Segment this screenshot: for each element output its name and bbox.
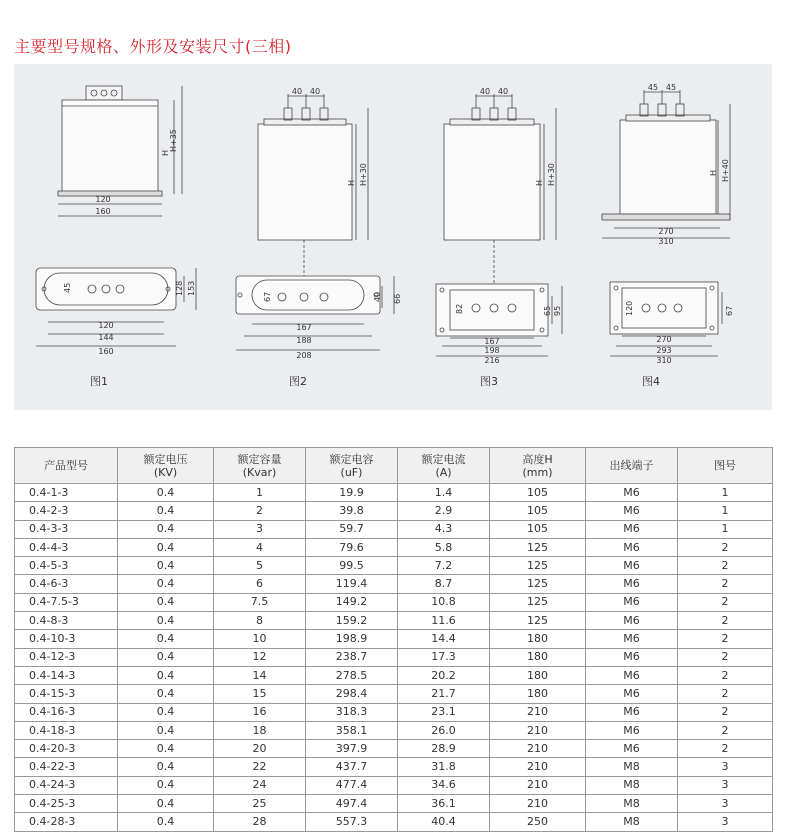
- table-cell: 2: [214, 502, 306, 520]
- fig2-s1-label: 40: [291, 87, 303, 96]
- fig3-b216-label: 216: [484, 356, 500, 365]
- table-cell: 210: [490, 795, 586, 813]
- fig4-d67-label: 67: [725, 305, 734, 316]
- table-cell: 36.1: [398, 795, 490, 813]
- table-cell: 125: [490, 538, 586, 556]
- table-header-cell: [306, 448, 398, 484]
- table-cell: 4.3: [398, 520, 490, 538]
- table-cell: 0.4: [118, 740, 214, 758]
- table-cell: 0.4-14-3: [15, 666, 118, 684]
- header-line-1: 额定电压: [143, 452, 188, 466]
- table-row: [15, 630, 773, 648]
- table-cell: 15: [214, 685, 306, 703]
- table-cell: 2: [678, 721, 773, 739]
- table-cell: 105: [490, 484, 586, 502]
- table-cell: 2: [678, 575, 773, 593]
- fig2-caption: 图2: [289, 375, 307, 388]
- header-line-2: (KV): [153, 465, 178, 479]
- table-row: [15, 648, 773, 666]
- table-cell: 210: [490, 721, 586, 739]
- table-cell: M6: [586, 538, 678, 556]
- fig1-caption: 图1: [90, 375, 108, 388]
- table-cell: 210: [490, 776, 586, 794]
- table-cell: 358.1: [306, 721, 398, 739]
- table-cell: 20: [214, 740, 306, 758]
- table-cell: 0.4-22-3: [15, 758, 118, 776]
- table-cell: 2: [678, 666, 773, 684]
- table-cell: 59.7: [306, 520, 398, 538]
- fig1-h35-label: H+35: [169, 129, 178, 152]
- table-cell: 14.4: [398, 630, 490, 648]
- table-cell: 0.4: [118, 776, 214, 794]
- table-cell: 26.0: [398, 721, 490, 739]
- table-row: [15, 740, 773, 758]
- table-cell: M6: [586, 575, 678, 593]
- table-row: [15, 721, 773, 739]
- table-cell: 0.4: [118, 484, 214, 502]
- table-cell: 0.4-28-3: [15, 813, 118, 831]
- fig4-h-label: H: [709, 169, 718, 176]
- table-cell: 99.5: [306, 557, 398, 575]
- table-cell: M8: [586, 758, 678, 776]
- table-cell: M6: [586, 740, 678, 758]
- table-cell: 10: [214, 630, 306, 648]
- table-cell: 180: [490, 666, 586, 684]
- table-cell: 6: [214, 575, 306, 593]
- table-cell: 0.4: [118, 520, 214, 538]
- fig1-h-label: H: [161, 149, 170, 156]
- table-cell: 0.4-5-3: [15, 557, 118, 575]
- dimension-drawings: [14, 64, 772, 410]
- table-cell: 0.4-15-3: [15, 685, 118, 703]
- table-cell: 0.4: [118, 538, 214, 556]
- table-cell: 0.4: [118, 666, 214, 684]
- table-header-cell: [118, 448, 214, 484]
- table-cell: 39.8: [306, 502, 398, 520]
- table-cell: M6: [586, 484, 678, 502]
- table-row: [15, 758, 773, 776]
- table-row: [15, 795, 773, 813]
- table-cell: 3: [678, 813, 773, 831]
- table-cell: M8: [586, 776, 678, 794]
- fig2-d67-label: 67: [263, 291, 272, 302]
- table-cell: 14: [214, 666, 306, 684]
- table-cell: 0.4-10-3: [15, 630, 118, 648]
- table-cell: 31.8: [398, 758, 490, 776]
- table-cell: 159.2: [306, 612, 398, 630]
- page-heading: 主要型号规格、外形及安装尺寸(三相): [14, 37, 292, 56]
- fig3-b198-label: 198: [484, 346, 500, 355]
- table-cell: 17.3: [398, 648, 490, 666]
- table-cell: 0.4: [118, 502, 214, 520]
- table-header-cell: [586, 448, 678, 484]
- fig1-b144-label: 144: [98, 333, 114, 342]
- fig4-w270-label: 270: [658, 227, 674, 236]
- table-cell: 0.4: [118, 630, 214, 648]
- table-cell: 25: [214, 795, 306, 813]
- table-cell: 2: [678, 685, 773, 703]
- table-cell: M6: [586, 557, 678, 575]
- table-cell: 278.5: [306, 666, 398, 684]
- table-row: [15, 593, 773, 611]
- fig3-s2-label: 40: [497, 87, 509, 96]
- table-row: [15, 575, 773, 593]
- header-line-1: 高度H: [522, 452, 553, 466]
- table-cell: 180: [490, 648, 586, 666]
- table-cell: 119.4: [306, 575, 398, 593]
- fig3-b167-label: 167: [484, 337, 500, 346]
- table-cell: 2: [678, 557, 773, 575]
- header-line-2: (Kvar): [242, 465, 277, 479]
- table-row: [15, 520, 773, 538]
- fig2-b208-label: 208: [296, 351, 312, 360]
- fig3-d65-label: 65: [543, 305, 552, 316]
- table-cell: 0.4: [118, 685, 214, 703]
- table-cell: 1.4: [398, 484, 490, 502]
- table-cell: 238.7: [306, 648, 398, 666]
- table-cell: 12: [214, 648, 306, 666]
- table-cell: 125: [490, 557, 586, 575]
- table-cell: 0.4-6-3: [15, 575, 118, 593]
- fig1-top-view: [36, 268, 196, 346]
- table-cell: M6: [586, 703, 678, 721]
- table-cell: 2: [678, 538, 773, 556]
- fig2-top-view: [236, 240, 394, 350]
- table-cell: 149.2: [306, 593, 398, 611]
- table-cell: 437.7: [306, 758, 398, 776]
- table-cell: 180: [490, 685, 586, 703]
- table-header-cell: [398, 448, 490, 484]
- fig4-b293-label: 293: [656, 346, 672, 355]
- fig1-w2-label: 160: [95, 207, 111, 216]
- table-header-cell: [490, 448, 586, 484]
- table-cell: 1: [678, 520, 773, 538]
- table-header-cell: [678, 448, 773, 484]
- table-header-cell: [214, 448, 306, 484]
- table-cell: 0.4-4-3: [15, 538, 118, 556]
- table-row: [15, 502, 773, 520]
- table-cell: 11.6: [398, 612, 490, 630]
- table-cell: 250: [490, 813, 586, 831]
- table-cell: 3: [678, 758, 773, 776]
- table-row: [15, 703, 773, 721]
- fig1-b120-label: 120: [98, 321, 114, 330]
- table-cell: 0.4-18-3: [15, 721, 118, 739]
- table-cell: 7.2: [398, 557, 490, 575]
- table-cell: 18: [214, 721, 306, 739]
- fig3-h-label: H: [535, 179, 544, 186]
- fig2-h30-label: H+30: [359, 163, 368, 186]
- fig3-d82-label: 82: [455, 303, 464, 314]
- table-cell: 3: [678, 776, 773, 794]
- table-cell: 0.4-25-3: [15, 795, 118, 813]
- table-cell: 0.4-16-3: [15, 703, 118, 721]
- table-cell: M6: [586, 520, 678, 538]
- table-cell: 0.4: [118, 813, 214, 831]
- table-header-cell: [15, 448, 118, 484]
- fig4-d120-label: 120: [625, 300, 634, 316]
- table-cell: 2: [678, 612, 773, 630]
- header-line-1: 额定容量: [237, 452, 282, 466]
- table-cell: 2: [678, 593, 773, 611]
- table-cell: 477.4: [306, 776, 398, 794]
- table-cell: 2.9: [398, 502, 490, 520]
- fig4-w310-label: 310: [658, 237, 674, 246]
- table-cell: 497.4: [306, 795, 398, 813]
- fig1-d128-label: 128: [175, 280, 184, 296]
- table-cell: 23.1: [398, 703, 490, 721]
- table-cell: 2: [678, 648, 773, 666]
- table-cell: 0.4-12-3: [15, 648, 118, 666]
- table-cell: 2: [678, 630, 773, 648]
- table-cell: 3: [678, 795, 773, 813]
- table-cell: 2: [678, 740, 773, 758]
- fig2-s2-label: 40: [309, 87, 321, 96]
- table-row: [15, 557, 773, 575]
- table-cell: 0.4: [118, 721, 214, 739]
- table-cell: M8: [586, 813, 678, 831]
- table-cell: 105: [490, 502, 586, 520]
- spec-table: [14, 447, 773, 832]
- table-cell: 16: [214, 703, 306, 721]
- table-cell: 198.9: [306, 630, 398, 648]
- table-cell: 0.4: [118, 648, 214, 666]
- fig2-d40-label: 40: [373, 291, 382, 302]
- table-row: [15, 776, 773, 794]
- table-cell: 0.4-7.5-3: [15, 593, 118, 611]
- table-cell: 5.8: [398, 538, 490, 556]
- table-row: [15, 612, 773, 630]
- table-row: [15, 538, 773, 556]
- header-line-2: (uF): [340, 465, 363, 479]
- table-cell: 8: [214, 612, 306, 630]
- fig3-caption: 图3: [480, 375, 498, 388]
- table-cell: M6: [586, 593, 678, 611]
- fig2-front-view: [258, 94, 368, 240]
- fig2-h-label: H: [347, 179, 356, 186]
- table-cell: M6: [586, 630, 678, 648]
- table-cell: 79.6: [306, 538, 398, 556]
- table-cell: M6: [586, 685, 678, 703]
- table-cell: 0.4: [118, 758, 214, 776]
- table-cell: 28.9: [398, 740, 490, 758]
- table-cell: 0.4: [118, 612, 214, 630]
- table-cell: 180: [490, 630, 586, 648]
- fig4-b270-label: 270: [656, 335, 672, 344]
- table-cell: 0.4: [118, 795, 214, 813]
- table-cell: 20.2: [398, 666, 490, 684]
- header-line-1: 产品型号: [44, 459, 88, 472]
- table-cell: 125: [490, 593, 586, 611]
- table-cell: 105: [490, 520, 586, 538]
- table-cell: 3: [214, 520, 306, 538]
- table-cell: 8.7: [398, 575, 490, 593]
- table-cell: 7.5: [214, 593, 306, 611]
- header-line-2: (mm): [522, 465, 553, 479]
- drawing-panel: [14, 64, 772, 410]
- fig2-b167-label: 167: [296, 323, 312, 332]
- table-cell: 22: [214, 758, 306, 776]
- table-header-row: [15, 448, 773, 484]
- header-line-1: 图号: [714, 459, 736, 472]
- fig4-caption: 图4: [642, 375, 660, 388]
- table-cell: 0.4-20-3: [15, 740, 118, 758]
- table-row: [15, 813, 773, 831]
- table-cell: 24: [214, 776, 306, 794]
- table-cell: M6: [586, 666, 678, 684]
- fig2-d66-label: 66: [393, 293, 402, 304]
- table-cell: 0.4-2-3: [15, 502, 118, 520]
- table-cell: 1: [678, 502, 773, 520]
- fig1-d45-label: 45: [63, 282, 72, 293]
- table-cell: 10.8: [398, 593, 490, 611]
- table-row: [15, 484, 773, 502]
- table-cell: M6: [586, 648, 678, 666]
- table-cell: M6: [586, 502, 678, 520]
- table-cell: 1: [678, 484, 773, 502]
- table-cell: 0.4: [118, 703, 214, 721]
- table-cell: 0.4: [118, 575, 214, 593]
- header-line-1: 额定电容: [329, 452, 374, 466]
- table-row: [15, 666, 773, 684]
- table-cell: 298.4: [306, 685, 398, 703]
- table-cell: 40.4: [398, 813, 490, 831]
- fig4-front-view: [602, 90, 730, 238]
- table-cell: 125: [490, 575, 586, 593]
- table-cell: 210: [490, 740, 586, 758]
- fig4-top-view: [610, 282, 722, 356]
- table-cell: M8: [586, 795, 678, 813]
- table-cell: 0.4-1-3: [15, 484, 118, 502]
- table-cell: 0.4-8-3: [15, 612, 118, 630]
- fig4-h40-label: H+40: [721, 159, 730, 182]
- table-cell: M6: [586, 721, 678, 739]
- table-cell: 19.9: [306, 484, 398, 502]
- table-cell: 0.4: [118, 593, 214, 611]
- table-cell: 557.3: [306, 813, 398, 831]
- table-body: [15, 484, 773, 832]
- table-cell: 210: [490, 758, 586, 776]
- table-cell: 210: [490, 703, 586, 721]
- header-line-1: 出线端子: [609, 459, 654, 472]
- fig4-s2-label: 45: [665, 83, 677, 92]
- fig3-s1-label: 40: [479, 87, 491, 96]
- fig2-b188-label: 188: [296, 336, 312, 345]
- fig3-d95-label: 95: [553, 305, 562, 316]
- fig4-b310-label: 310: [656, 356, 672, 365]
- table-row: [15, 685, 773, 703]
- table-cell: 318.3: [306, 703, 398, 721]
- table-cell: 0.4-24-3: [15, 776, 118, 794]
- table-cell: 0.4-3-3: [15, 520, 118, 538]
- fig3-h30-label: H+30: [547, 163, 556, 186]
- fig1-b160-label: 160: [98, 347, 114, 356]
- fig1-d153-label: 153: [187, 280, 196, 296]
- fig4-s1-label: 45: [647, 83, 659, 92]
- header-line-2: (A): [435, 465, 452, 479]
- header-line-1: 额定电流: [421, 452, 466, 466]
- table-cell: 1: [214, 484, 306, 502]
- fig1-w1-label: 120: [95, 195, 111, 204]
- table-cell: 28: [214, 813, 306, 831]
- table-cell: 21.7: [398, 685, 490, 703]
- table-cell: 4: [214, 538, 306, 556]
- table-cell: 125: [490, 612, 586, 630]
- table-cell: 5: [214, 557, 306, 575]
- table-cell: M6: [586, 612, 678, 630]
- table-cell: 0.4: [118, 557, 214, 575]
- fig3-front-view: [444, 94, 556, 240]
- table-cell: 34.6: [398, 776, 490, 794]
- table-cell: 397.9: [306, 740, 398, 758]
- table-cell: 2: [678, 703, 773, 721]
